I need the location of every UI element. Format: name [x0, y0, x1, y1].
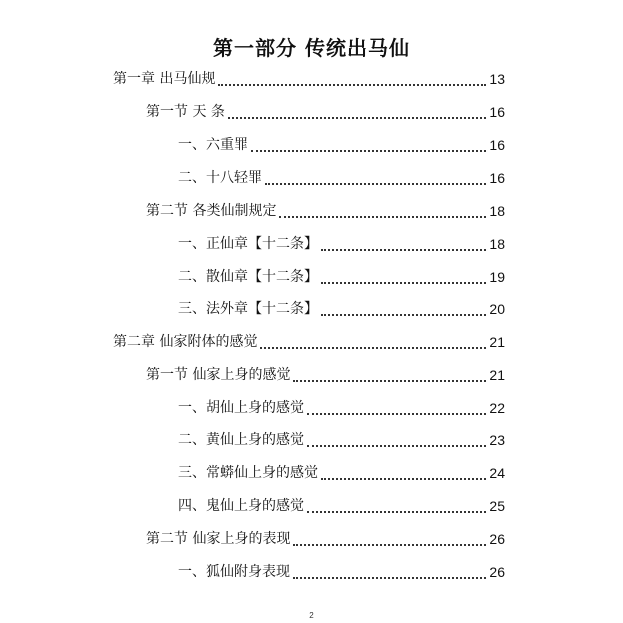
toc-page-number: 21	[489, 334, 505, 350]
toc-entry	[146, 366, 505, 384]
toc-entry	[178, 399, 505, 417]
toc-page-number: 23	[489, 432, 505, 448]
toc-entry	[178, 464, 505, 482]
toc-entry	[178, 300, 505, 318]
toc-entry-text: 第一节 天 条	[146, 104, 225, 120]
toc-entry	[146, 103, 505, 121]
toc-entry-text: 第二节 仙家上身的表现	[146, 531, 291, 547]
toc-entry-text: 一、六重罪	[178, 137, 248, 153]
toc-entry	[146, 530, 505, 548]
page-title: 第一部分 传统出马仙	[213, 36, 410, 60]
toc-leader-dots	[265, 171, 486, 185]
toc-leader-dots	[251, 138, 486, 152]
toc-page-number: 24	[489, 465, 505, 481]
toc-entry	[146, 202, 505, 220]
toc-entry-text: 四、鬼仙上身的感觉	[178, 498, 304, 514]
toc-leader-dots	[307, 401, 486, 415]
toc-leader-dots	[321, 237, 486, 251]
toc-entry-text: 第一节 仙家上身的感觉	[146, 367, 291, 383]
toc-leader-dots	[321, 302, 486, 316]
toc-entry-text: 一、狐仙附身表现	[178, 564, 290, 580]
toc-entry	[178, 169, 505, 187]
toc-leader-dots	[260, 335, 486, 349]
toc-entry	[178, 235, 505, 253]
toc-page-number: 16	[489, 170, 505, 186]
toc-entry-text: 三、法外章【十二条】	[178, 301, 318, 317]
toc-entry-text: 第一章 出马仙规	[113, 71, 216, 87]
toc-entry-text: 第二章 仙家附体的感觉	[113, 334, 258, 350]
toc-entry-text: 一、正仙章【十二条】	[178, 236, 318, 252]
toc-leader-dots	[293, 368, 486, 382]
toc-entry-text: 第二节 各类仙制规定	[146, 203, 277, 219]
toc-entry	[178, 497, 505, 515]
toc-leader-dots	[279, 204, 486, 218]
toc-entry-text: 一、胡仙上身的感觉	[178, 400, 304, 416]
toc-page-number: 26	[489, 564, 505, 580]
toc-page-number: 20	[489, 301, 505, 317]
toc-entry	[178, 268, 505, 286]
toc-page-number: 19	[489, 269, 505, 285]
toc-leader-dots	[293, 565, 486, 579]
toc-leader-dots	[293, 532, 486, 546]
toc-leader-dots	[218, 72, 486, 86]
toc-page-number: 26	[489, 531, 505, 547]
toc-entry	[113, 333, 505, 351]
toc-entry-text: 二、黄仙上身的感觉	[178, 432, 304, 448]
toc-entry	[113, 70, 505, 88]
toc-page-number: 16	[489, 104, 505, 120]
toc-page-number: 18	[489, 203, 505, 219]
toc-leader-dots	[307, 433, 486, 447]
toc-entry-text: 二、散仙章【十二条】	[178, 269, 318, 285]
toc-page-number: 22	[489, 400, 505, 416]
toc-page-number: 18	[489, 236, 505, 252]
toc-leader-dots	[321, 466, 486, 480]
toc-leader-dots	[307, 499, 486, 513]
toc-page-number: 13	[489, 71, 505, 87]
toc-leader-dots	[321, 270, 486, 284]
toc-page-number: 16	[489, 137, 505, 153]
toc-entry-text: 二、十八轻罪	[178, 170, 262, 186]
toc-entry	[178, 563, 505, 581]
toc-entry	[178, 136, 505, 154]
toc-leader-dots	[228, 105, 487, 119]
toc-entry-text: 三、常蟒仙上身的感觉	[178, 465, 318, 481]
footer-page-number: 2	[309, 611, 314, 620]
toc-page-number: 25	[489, 498, 505, 514]
toc-page-number: 21	[489, 367, 505, 383]
toc-entry	[178, 431, 505, 449]
